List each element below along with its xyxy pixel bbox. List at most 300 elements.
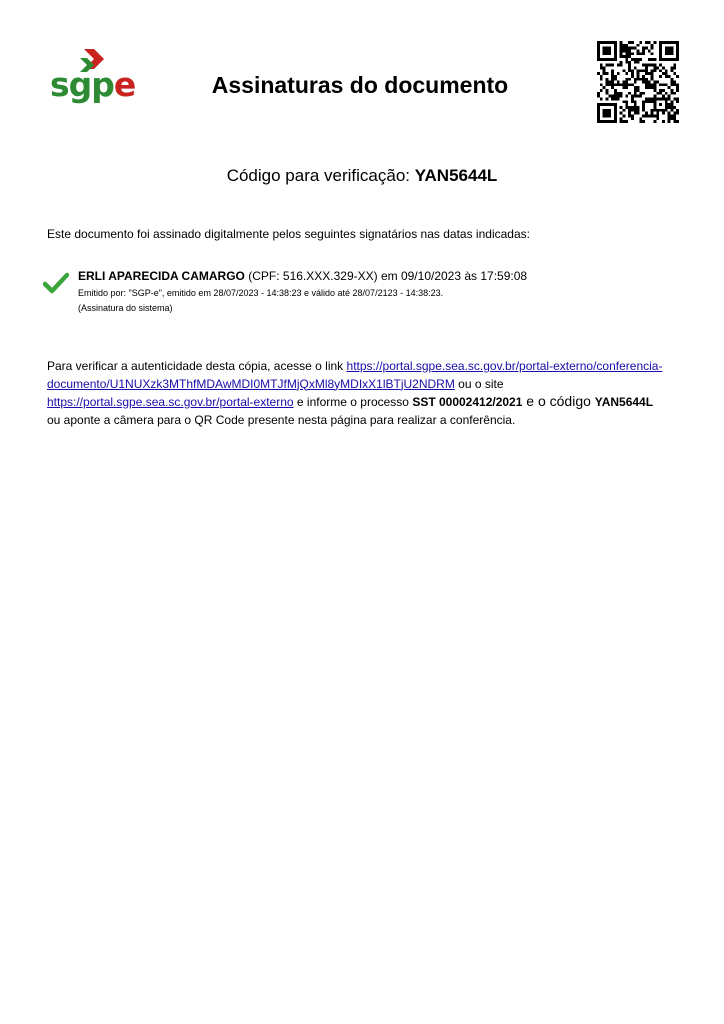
qr-module: [622, 115, 625, 118]
qr-module: [603, 49, 606, 52]
qr-module: [620, 44, 623, 47]
qr-module: [676, 52, 679, 55]
qr-module: [648, 86, 651, 89]
qr-module: [656, 109, 659, 112]
qr-module: [628, 69, 631, 72]
qr-module: [622, 47, 625, 50]
qr-module: [597, 49, 600, 52]
qr-module: [622, 55, 625, 58]
qr-module: [614, 75, 617, 78]
qr-module: [614, 49, 617, 52]
qr-module: [676, 83, 679, 86]
qr-module: [637, 86, 640, 89]
qr-module: [642, 52, 645, 55]
qr-module: [625, 78, 628, 81]
qr-module: [665, 83, 668, 86]
qr-module: [622, 69, 625, 72]
qr-module: [597, 72, 600, 75]
qr-module: [603, 41, 606, 44]
qr-module: [614, 44, 617, 47]
qr-module: [654, 98, 657, 101]
qr-module: [673, 41, 676, 44]
qr-module: [637, 52, 640, 55]
qr-module: [620, 61, 623, 64]
qr-module: [628, 83, 631, 86]
qr-module: [671, 49, 674, 52]
qr-module: [597, 44, 600, 47]
qr-module: [639, 120, 642, 123]
qr-module: [614, 106, 617, 109]
qr-module: [673, 98, 676, 101]
logo-text-e: e: [113, 65, 136, 104]
qr-module: [625, 86, 628, 89]
qr-module: [614, 115, 617, 118]
qr-module: [671, 66, 674, 69]
qr-module: [642, 78, 645, 81]
qr-module: [608, 109, 611, 112]
qr-module: [648, 58, 651, 61]
qr-module: [665, 41, 668, 44]
qr-module: [614, 89, 617, 92]
qr-module: [631, 58, 634, 61]
qr-module: [620, 47, 623, 50]
paragraph-text-3: e informe o processo: [293, 395, 413, 409]
qr-module: [634, 109, 637, 112]
qr-module: [608, 64, 611, 67]
qr-module: [605, 112, 608, 115]
qr-module: [631, 100, 634, 103]
qr-module: [662, 66, 665, 69]
qr-module: [673, 120, 676, 123]
qr-module: [597, 103, 600, 106]
qr-module: [668, 98, 671, 101]
qr-module: [673, 92, 676, 95]
qr-module: [620, 55, 623, 58]
qr-module: [671, 41, 674, 44]
qr-module: [625, 103, 628, 106]
qr-module: [676, 98, 679, 101]
qr-module: [600, 66, 603, 69]
qr-module: [645, 81, 648, 84]
qr-module: [651, 69, 654, 72]
qr-module: [673, 83, 676, 86]
qr-module: [605, 58, 608, 61]
qr-module: [625, 95, 628, 98]
qr-module: [673, 58, 676, 61]
qr-module: [665, 75, 668, 78]
qr-module: [617, 98, 620, 101]
qr-module: [659, 49, 662, 52]
qr-module: [645, 64, 648, 67]
qr-module: [622, 109, 625, 112]
qr-module: [605, 41, 608, 44]
qr-module: [651, 109, 654, 112]
qr-module: [614, 83, 617, 86]
qr-module: [676, 75, 679, 78]
qr-module: [611, 58, 614, 61]
conferencia-link-part-2[interactable]: documento/U1NUXzk3MThfMDAwMDI0MTJfMjQxMl8yMDIxX1lBTjU2NDRM: [47, 376, 455, 391]
qr-module: [654, 100, 657, 103]
qr-module: [634, 81, 637, 84]
qr-module: [654, 89, 657, 92]
qr-module: [605, 78, 608, 81]
qr-module: [671, 117, 674, 120]
qr-module: [608, 115, 611, 118]
qr-module: [665, 49, 668, 52]
qr-module: [676, 47, 679, 50]
qr-module: [608, 58, 611, 61]
qr-module: [628, 112, 631, 115]
qr-module: [611, 83, 614, 86]
qr-module: [671, 58, 674, 61]
qr-module: [668, 106, 671, 109]
qr-module: [637, 89, 640, 92]
qr-module: [625, 58, 628, 61]
qr-module: [642, 106, 645, 109]
qr-module: [656, 66, 659, 69]
qr-module: [665, 103, 668, 106]
qr-module: [634, 86, 637, 89]
qr-module: [625, 81, 628, 84]
signer-name: ERLI APARECIDA CAMARGO: [78, 269, 245, 283]
qr-module: [620, 112, 623, 115]
qr-module: [645, 72, 648, 75]
qr-module: [611, 78, 614, 81]
paragraph-text-4: e o código: [522, 393, 595, 409]
qr-module: [597, 109, 600, 112]
qr-module: [639, 69, 642, 72]
qr-module: [656, 81, 659, 84]
qr-module: [600, 83, 603, 86]
qr-module: [642, 120, 645, 123]
qr-module: [628, 55, 631, 58]
qr-module: [611, 98, 614, 101]
qr-module: [597, 55, 600, 58]
qr-module: [605, 47, 608, 50]
qr-module: [676, 58, 679, 61]
qr-module: [608, 49, 611, 52]
qr-module: [645, 83, 648, 86]
qr-module: [625, 72, 628, 75]
qr-module: [676, 100, 679, 103]
qr-module: [634, 92, 637, 95]
qr-module: [662, 98, 665, 101]
qr-module: [603, 47, 606, 50]
qr-module: [659, 64, 662, 67]
logo-text-sgp: sgp: [50, 65, 114, 104]
qr-module: [671, 103, 674, 106]
qr-module: [611, 69, 614, 72]
qr-module: [665, 109, 668, 112]
qr-module: [614, 109, 617, 112]
qr-module: [642, 109, 645, 112]
conferencia-link-part-1[interactable]: https://portal.sgpe.sea.sc.gov.br/portal-externo/conferencia-: [346, 359, 663, 373]
qr-module: [634, 103, 637, 106]
qr-module: [614, 120, 617, 123]
qr-module: [620, 52, 623, 55]
qr-module: [634, 100, 637, 103]
qr-module: [651, 112, 654, 115]
qr-module: [628, 92, 631, 95]
signer-line: [78, 269, 527, 283]
qr-module: [654, 81, 657, 84]
qr-module: [614, 52, 617, 55]
qr-module: [659, 89, 662, 92]
qr-module: [600, 41, 603, 44]
qr-module: [671, 83, 674, 86]
qr-module: [651, 44, 654, 47]
qr-module: [642, 64, 645, 67]
qr-module: [639, 95, 642, 98]
qr-module: [631, 41, 634, 44]
qr-module: [651, 78, 654, 81]
qr-module: [671, 109, 674, 112]
qr-module: [631, 47, 634, 50]
qr-module: [634, 95, 637, 98]
qr-module: [651, 86, 654, 89]
qr-module: [654, 95, 657, 98]
qr-module: [600, 89, 603, 92]
qr-module: [628, 49, 631, 52]
qr-module: [668, 112, 671, 115]
qr-module: [659, 69, 662, 72]
qr-module: [625, 120, 628, 123]
qr-module: [634, 61, 637, 64]
qr-module: [631, 69, 634, 72]
qr-module: [648, 83, 651, 86]
qr-module: [642, 103, 645, 106]
qr-module: [600, 120, 603, 123]
verification-code-line: [0, 166, 724, 186]
qr-module: [622, 83, 625, 86]
qr-module: [597, 52, 600, 55]
sgpe-logo: [48, 46, 140, 116]
qr-module: [625, 44, 628, 47]
qr-module: [617, 81, 620, 84]
qr-module: [654, 64, 657, 67]
sgpe-logo-text: [50, 65, 136, 104]
process-number: SST 00002412/2021: [412, 395, 523, 409]
qr-module: [617, 64, 620, 67]
qr-module: [662, 41, 665, 44]
qr-module: [597, 115, 600, 118]
qr-module: [676, 112, 679, 115]
qr-module: [605, 120, 608, 123]
verification-paragraph: [47, 358, 683, 429]
qr-module: [645, 41, 648, 44]
qr-module: [603, 115, 606, 118]
qr-module: [659, 41, 662, 44]
qr-module: [605, 83, 608, 86]
qr-code-icon: [597, 41, 679, 123]
qr-module: [620, 41, 623, 44]
qr-module: [631, 52, 634, 55]
qr-module: [605, 115, 608, 118]
qr-module: [631, 98, 634, 101]
qr-module: [603, 72, 606, 75]
qr-module: [665, 52, 668, 55]
qr-module: [671, 69, 674, 72]
qr-module: [628, 106, 631, 109]
qr-module: [611, 72, 614, 75]
qr-module: [671, 115, 674, 118]
paragraph-text-2: ou o site: [454, 376, 504, 391]
qr-module: [645, 98, 648, 101]
qr-module: [668, 120, 671, 123]
qr-module: [605, 98, 608, 101]
qr-module: [608, 95, 611, 98]
qr-module: [659, 98, 662, 101]
qr-module: [617, 92, 620, 95]
qr-module: [676, 89, 679, 92]
qr-module: [668, 115, 671, 118]
qr-module: [668, 52, 671, 55]
qr-module: [625, 52, 628, 55]
qr-module: [648, 98, 651, 101]
qr-module: [605, 72, 608, 75]
qr-module: [651, 115, 654, 118]
qr-module: [645, 78, 648, 81]
qr-module: [654, 66, 657, 69]
qr-module: [603, 69, 606, 72]
qr-module: [600, 78, 603, 81]
qr-module: [600, 103, 603, 106]
qr-module: [676, 109, 679, 112]
qr-module: [605, 89, 608, 92]
qr-module: [637, 106, 640, 109]
qr-module: [634, 66, 637, 69]
qr-module: [668, 41, 671, 44]
signature-system-note: (Assinatura do sistema): [78, 303, 173, 313]
qr-module: [662, 83, 665, 86]
qr-module: [671, 89, 674, 92]
qr-module: [662, 120, 665, 123]
qr-module: [639, 92, 642, 95]
qr-module: [605, 49, 608, 52]
qr-module: [645, 66, 648, 69]
qr-module: [608, 83, 611, 86]
portal-externo-link[interactable]: https://portal.sgpe.sea.sc.gov.br/portal-externo: [47, 395, 294, 409]
qr-module: [665, 47, 668, 50]
qr-module: [625, 47, 628, 50]
qr-module: [659, 52, 662, 55]
qr-module: [614, 41, 617, 44]
qr-module: [603, 58, 606, 61]
qr-module: [603, 86, 606, 89]
qr-module: [654, 83, 657, 86]
qr-module: [639, 78, 642, 81]
qr-module: [659, 83, 662, 86]
qr-module: [645, 47, 648, 50]
paragraph-line-1: [47, 358, 683, 376]
qr-module: [605, 52, 608, 55]
verification-code: YAN5644L: [414, 166, 498, 185]
qr-module: [637, 72, 640, 75]
qr-module: [605, 81, 608, 84]
qr-module: [676, 44, 679, 47]
qr-module: [659, 55, 662, 58]
qr-module: [628, 109, 631, 112]
qr-module: [625, 61, 628, 64]
qr-module: [639, 117, 642, 120]
qr-module: [600, 64, 603, 67]
qr-module: [645, 86, 648, 89]
qr-module: [634, 112, 637, 115]
qr-module: [671, 100, 674, 103]
qr-module: [608, 47, 611, 50]
qr-module: [622, 120, 625, 123]
qr-module: [676, 41, 679, 44]
qr-module: [614, 103, 617, 106]
page-title: Assinaturas do documento: [211, 72, 509, 98]
qr-module: [634, 58, 637, 61]
qr-module: [608, 41, 611, 44]
qr-module: [651, 98, 654, 101]
qr-module: [605, 103, 608, 106]
qr-module: [651, 75, 654, 78]
qr-module: [668, 117, 671, 120]
qr-module: [625, 49, 628, 52]
qr-module: [656, 115, 659, 118]
qr-module: [614, 112, 617, 115]
qr-module: [637, 61, 640, 64]
qr-module: [597, 95, 600, 98]
qr-module: [603, 66, 606, 69]
qr-module: [614, 58, 617, 61]
qr-module: [628, 115, 631, 118]
qr-module: [656, 98, 659, 101]
qr-module: [676, 86, 679, 89]
qr-module: [600, 75, 603, 78]
qr-module: [628, 47, 631, 50]
qr-module: [668, 49, 671, 52]
qr-module: [605, 109, 608, 112]
qr-module: [631, 72, 634, 75]
qr-module: [654, 120, 657, 123]
qr-module: [648, 64, 651, 67]
qr-module: [631, 117, 634, 120]
qr-module: [676, 120, 679, 123]
qr-module: [637, 78, 640, 81]
qr-module: [662, 58, 665, 61]
qr-module: [611, 103, 614, 106]
qr-module: [631, 115, 634, 118]
qr-module: [673, 72, 676, 75]
qr-module: [668, 95, 671, 98]
qr-module: [620, 64, 623, 67]
qr-module: [611, 64, 614, 67]
qr-module: [645, 69, 648, 72]
qr-module: [639, 52, 642, 55]
qr-module: [611, 41, 614, 44]
qr-module: [628, 41, 631, 44]
qr-module: [654, 106, 657, 109]
verification-label: Código para verificação:: [226, 166, 411, 185]
qr-module: [620, 92, 623, 95]
qr-module: [651, 52, 654, 55]
qr-module: [628, 78, 631, 81]
qr-module: [671, 47, 674, 50]
qr-module: [620, 106, 623, 109]
qr-module: [634, 78, 637, 81]
qr-module: [676, 55, 679, 58]
qr-module: [673, 115, 676, 118]
qr-module: [637, 49, 640, 52]
qr-module: [620, 83, 623, 86]
qr-module: [673, 64, 676, 67]
qr-module: [659, 47, 662, 50]
qr-module: [631, 95, 634, 98]
